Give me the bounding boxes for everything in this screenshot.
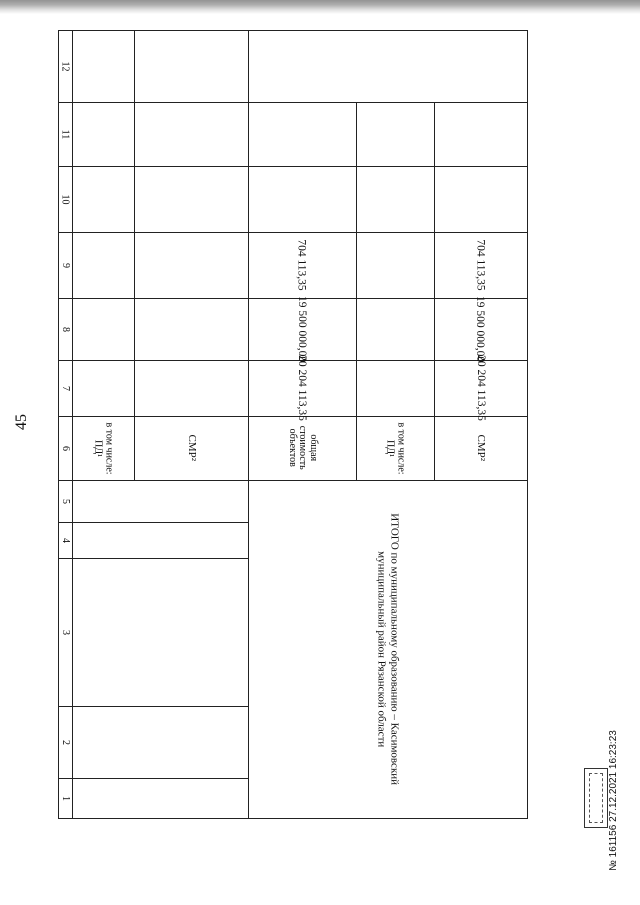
table-line xyxy=(58,522,248,523)
col-header-12: 12 xyxy=(59,61,71,71)
col-header-4: 4 xyxy=(59,537,71,543)
total-a-col7: 20 204 113,35 xyxy=(295,355,308,421)
table-line xyxy=(58,166,528,167)
document-id: № 161156 27.12.2021 16:23:23 xyxy=(607,729,619,871)
table-line xyxy=(58,706,248,707)
table-border-top xyxy=(58,30,528,31)
table-border-bottom xyxy=(58,818,528,819)
total-a-col8: 19 500 000,00 xyxy=(296,295,308,363)
data-table xyxy=(58,30,528,818)
total-col6-label-c: СМР² xyxy=(475,434,488,462)
page-number: 45 xyxy=(13,414,30,430)
col-header-9: 9 xyxy=(59,262,71,268)
total-a-col9: 704 113,35 xyxy=(295,239,308,291)
table-line xyxy=(134,30,135,480)
total-c-col9: 704 113,35 xyxy=(474,239,487,291)
table-line xyxy=(58,558,248,559)
col-header-11: 11 xyxy=(59,129,71,139)
row1-col6-label: в том числе: ПД¹ xyxy=(93,421,115,475)
col-header-8: 8 xyxy=(59,326,71,332)
col-header-7: 7 xyxy=(59,385,71,391)
table-line xyxy=(58,778,248,779)
table-border-right xyxy=(527,30,528,818)
total-row-label: ИТОГО по муниципальному образованию – Касимовский муниципальный район Рязанской области xyxy=(375,513,401,785)
col-header-2: 2 xyxy=(59,739,71,745)
scan-edge xyxy=(0,0,640,14)
table-line xyxy=(248,102,528,103)
col-header-3: 3 xyxy=(59,629,71,635)
total-col6-label-b: в том числе: ПД¹ xyxy=(385,421,407,475)
col-header-10: 10 xyxy=(59,194,71,204)
total-col6-label-a: общая стоимость объектов xyxy=(286,426,319,470)
row2-col6-label: СМР² xyxy=(185,434,198,462)
table-line xyxy=(58,102,248,103)
col-header-1: 1 xyxy=(59,795,71,801)
total-c-col7: 20 204 113,35 xyxy=(474,355,487,421)
total-c-col8: 19 500 000,00 xyxy=(474,295,487,363)
col-header-5: 5 xyxy=(59,498,71,504)
col-header-6: 6 xyxy=(59,445,71,451)
